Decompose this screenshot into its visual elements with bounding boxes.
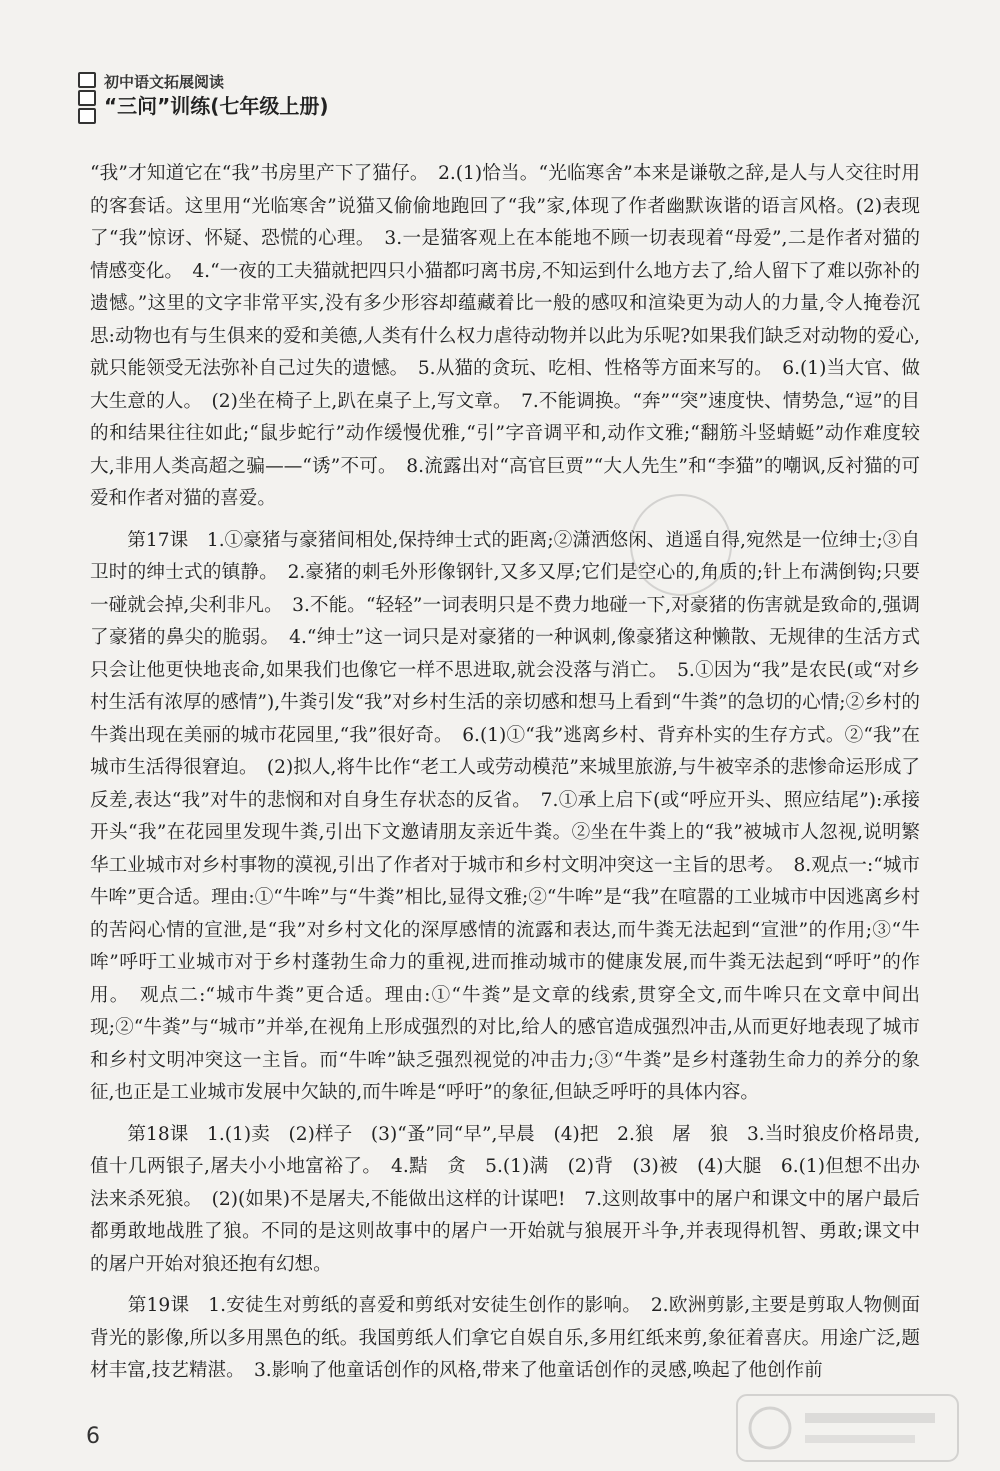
paragraph-lesson16-continued: “我”才知道它在“我”书房里产下了猫仔。 2.(1)恰当。“光临寒舍”本来是谦敬之辞,是人与人交往时用的客套话。这里用“光临寒舍”说猫又偷偷地跑回了“我”家,体现了作者幽默诙谐的语言风格。(2)表现了“我”惊讶、怀疑、恐慌的心理。 3.一是猫客观上在本能地不顾一切表现着“母爱”,二是作者对猫的情感变化。 4.“一夜的工夫猫就把四只小猫都叼离书房,不知运到什么地方去了,给人留下了难以弥补的遗憾。”这里的文字非常平实,没有多少形容却蕴藏着比一般的感叹和渲染更为动人的力量,令人掩卷沉思:动物也有与生俱来的爱和美德,人类有什么权力虐待动物并以此为乐呢?如果我们缺乏对动物的爱心,就只能领受无法弥补自己过失的遗憾。 5.从猫的贪玩、吃相、性格等方面来写的。 6.(1)当大官、做大生意的人。 (2)坐在椅子上,趴在桌子上,写文章。 7.不能调换。“奔”“突”速度快、情势急,“逗”的目的和结果往往如此;“鼠步蛇行”动作缓慢优雅,“引”字音调平和,动作文雅;“翻筋斗竖蜻蜓”动作难度较大,非用人类高超之骗——“诱”不可。 8.流露出对“高官巨贾”“大人先生”和“李猫”的嘲讽,反衬猫的可爱和作者对猫的喜爱。 [90,163,920,509]
site-watermark-logo [735,1393,960,1463]
page-number: 6 [86,1424,100,1449]
answer-text [90,158,920,1388]
seal-stamp [630,494,732,596]
header-text [104,72,329,120]
paragraph-lesson19: 第19课 1.安徒生对剪纸的喜爱和剪纸对安徒生创作的影响。 2.欧洲剪影,主要是剪取人物侧面背光的影像,所以多用黑色的纸。我国剪纸人们拿它自娱自乐,多用红纸来剪,象征着喜庆。用途广泛,题材丰富,技艺精湛。 3.影响了他童话创作的风格,带来了他童话创作的灵感,唤起了他创作前 [90,1295,920,1381]
book-title: “三问”训练(七年级上册) [104,94,329,118]
book-logo-icon [78,72,96,124]
book-header [78,72,329,124]
paragraph-lesson17: 第17课 1.①豪猪与豪猪间相处,保持绅士式的距离;②潇洒悠闲、逍遥自得,宛然是一位绅士;③自卫时的绅士式的镇静。 2.豪猪的刺毛外形像钢针,又多又厚;它们是空心的,角质的;针上布满倒钩;只要一碰就会掉,尖利非凡。 3.不能。“轻轻”一词表明只是不费力地碰一下,对豪猪的伤害就是致命的,强调了豪猪的鼻尖的脆弱。 4.“绅士”这一词只是对豪猪的一种讽刺,像豪猪这种懒散、无规律的生活方式只会让他更快地丧命,如果我们也像它一样不思进取,就会没落与消亡。 5.①因为“我”是农民(或“对乡村生活有浓厚的感情”),牛粪引发“我”对乡村生活的亲切感和想马上看到“牛粪”的急切的心情;②乡村的牛粪出现在美丽的城市花园里,“我”很好奇。 6.(1)①“我”逃离乡村、背弃朴实的生存方式。②“我”在城市生活得很窘迫。 (2)拟人,将牛比作“老工人或劳动模范”来城里旅游,与牛被宰杀的悲惨命运形成了反差,表达“我”对牛的悲悯和对自身生存状态的反省。 7.①承上启下(或“呼应开头、照应结尾”):承接开头“我”在花园里发现牛粪,引出下文邀请朋友亲近牛粪。②坐在牛粪上的“我”被城市人忽视,说明繁华工业城市对乡村事物的漠视,引出了作者对于城市和乡村文明冲突这一主旨的思考。 8.观点一:“城市牛哞”更合适。理由:①“牛哞”与“牛粪”相比,显得文雅;②“牛哞”是“我”在喧嚣的工业城市中因逃离乡村的苦闷心情的宣泄,是“我”对乡村文化的深厚感情的流露和表达,而牛粪无法起到“宣泄”的作用;③“牛哞”呼吁工业城市对于乡村蓬勃生命力的重视,进而推动城市的健康发展,而牛粪无法起到“呼吁”的作用。 观点二:“城市牛粪”更合适。理由:①“牛粪”是文章的线索,贯穿全文,而牛哞只在文章中间出现;②“牛粪”与“城市”并举,在视角上形成强烈的对比,给人的感官造成强烈冲击,从而更好地表现了城市和乡村文明冲突这一主旨。而“牛哞”缺乏强烈视觉的冲击力;③“牛粪”是乡村蓬勃生命力的养分的象征,也正是工业城市发展中欠缺的,而牛哞是“呼吁”的象征,但缺乏呼吁的具体内容。 [90,529,920,1103]
series-title: 初中语文拓展阅读 [104,73,225,91]
paragraph-lesson18: 第18课 1.(1)卖 (2)样子 (3)“蚤”同“早”,早晨 (4)把 2.狼 屠 狼 3.当时狼皮价格昂贵,值十几两银子,屠夫小小地富裕了。 4.黠 贪 5.(1)满 (2)背 (3)被 (4)大腿 6.(1)但想不出办法来杀死狼。 (2)(如果)不是屠夫,不能做出这样的计谋吧! 7.这则故事中的屠户和课文中的屠户最后都勇敢地战胜了狼。不同的是这则故事中的屠户一开始就与狼展开斗争,并表现得机智、勇敢;课文中的屠户开始对狼还抱有幻想。 [90,1123,920,1275]
